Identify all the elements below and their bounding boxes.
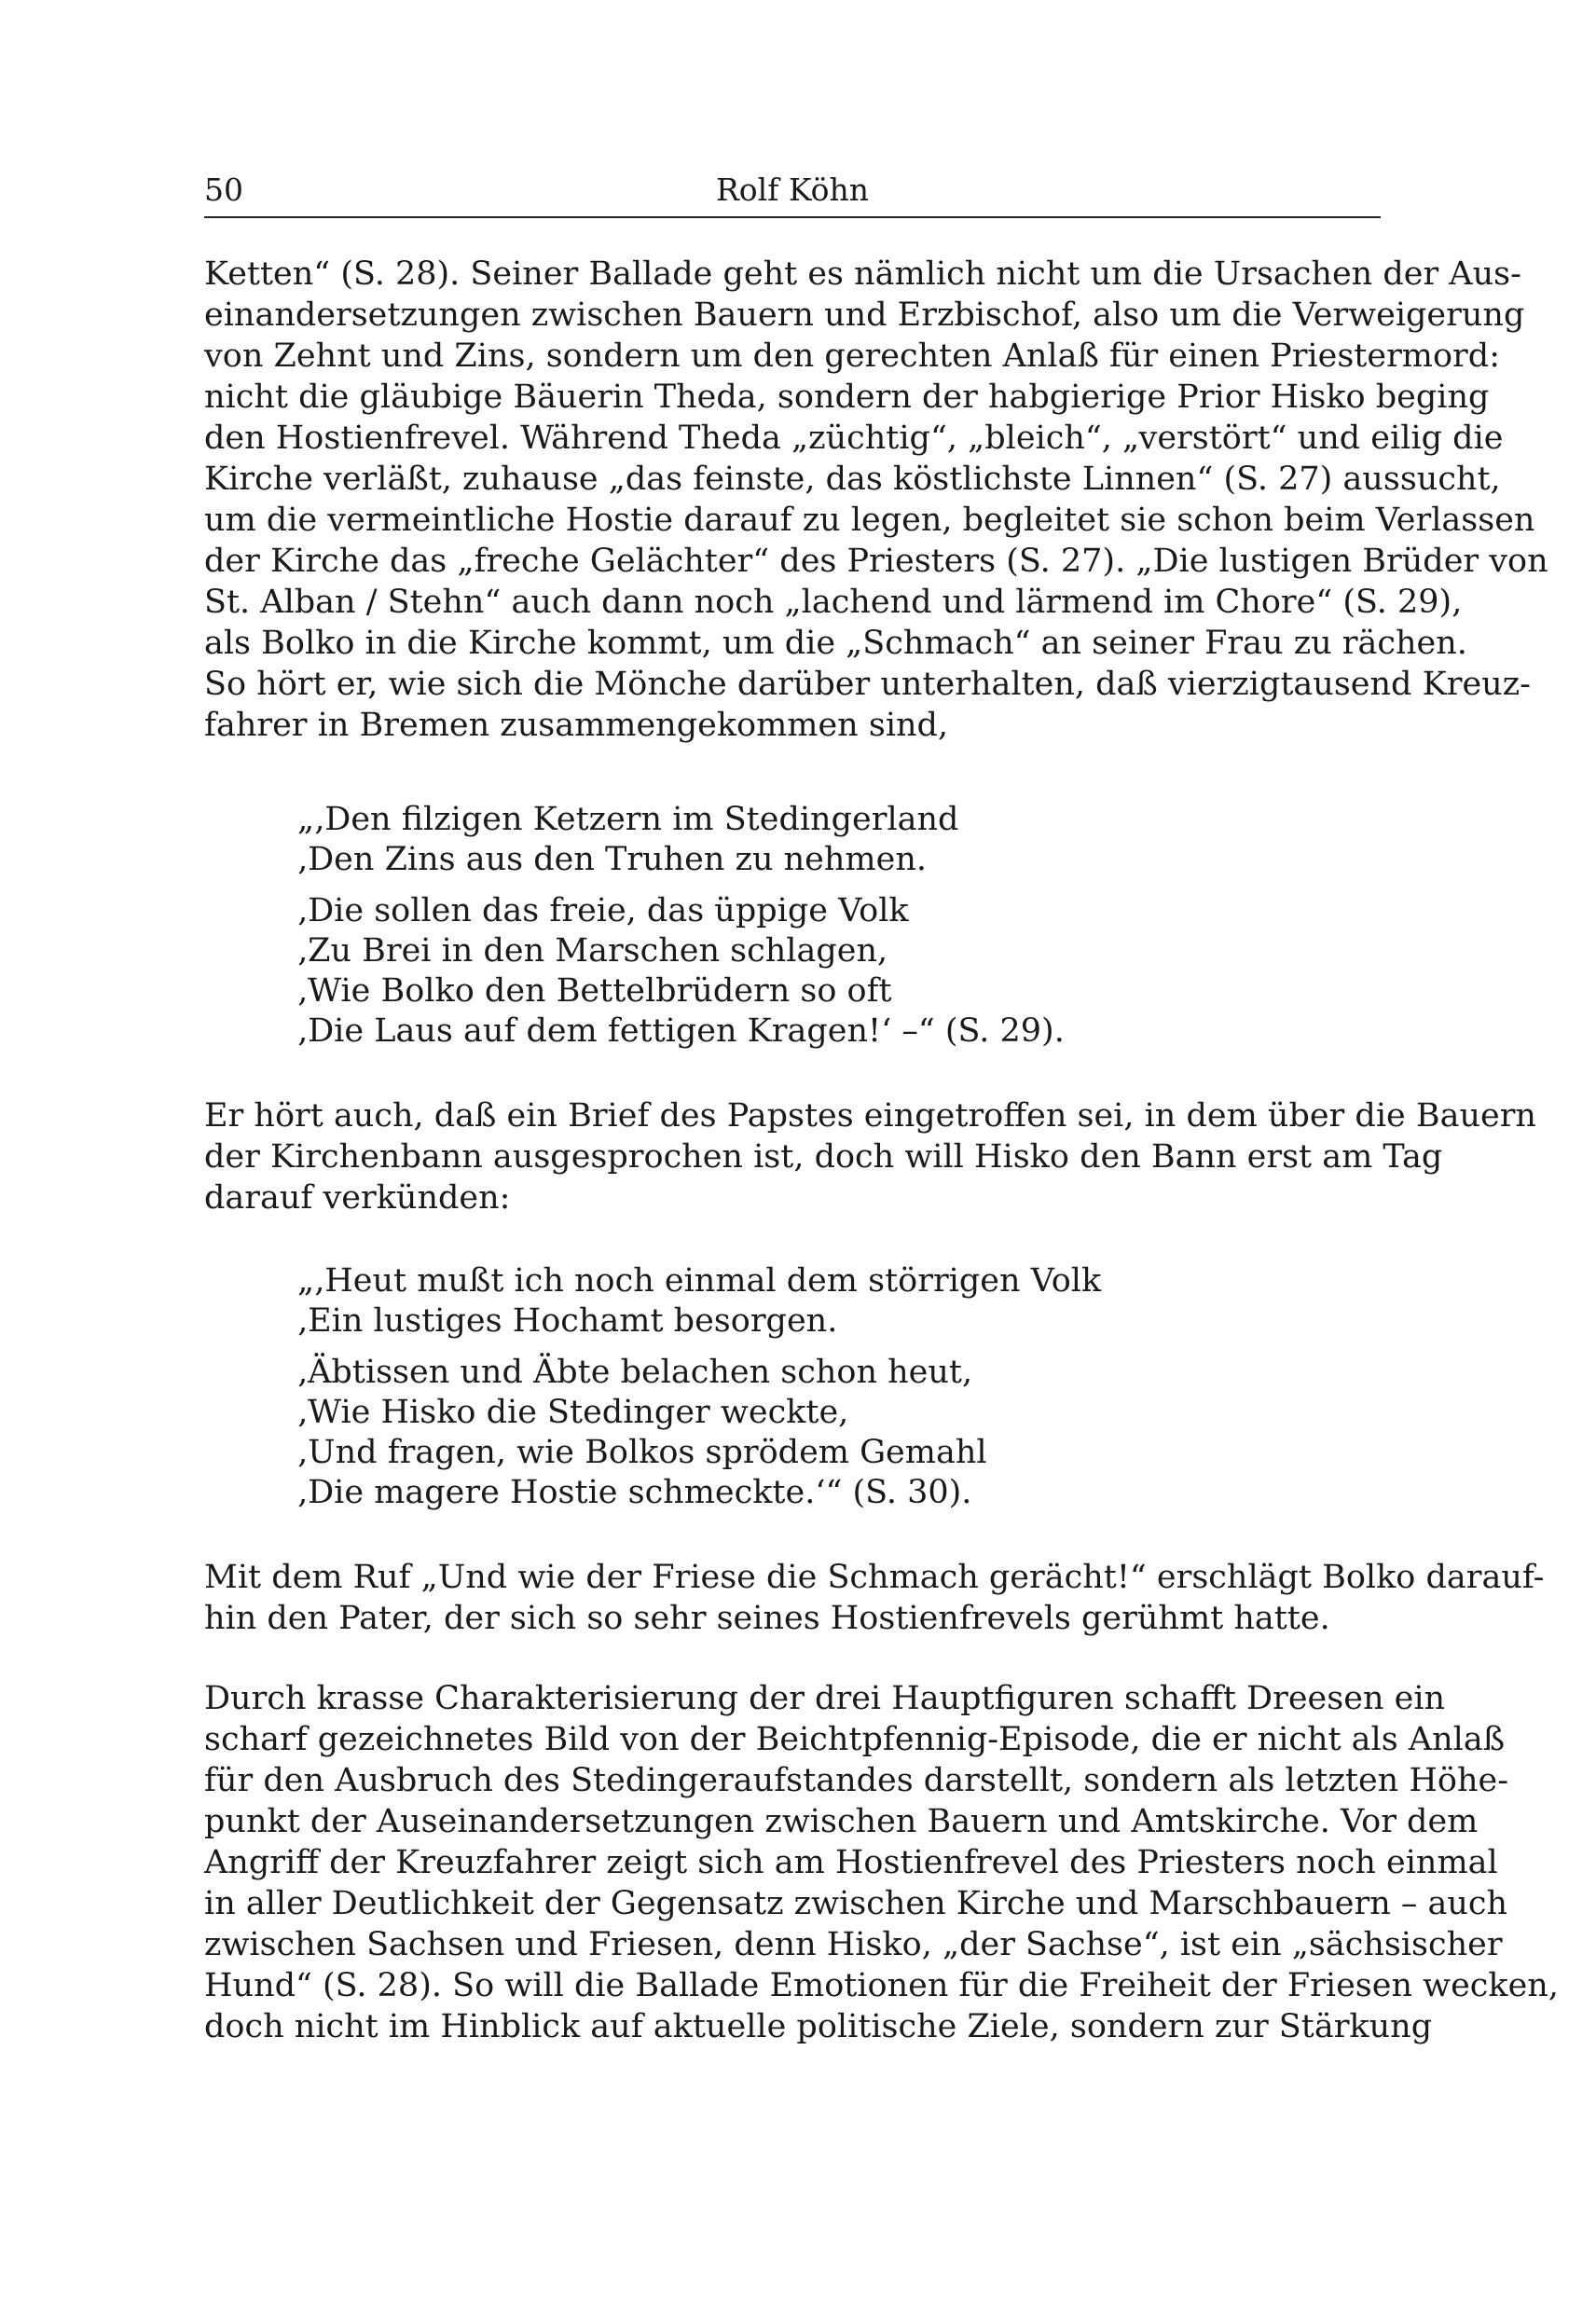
text-line: Kirche verläßt, zuhause „das feinste, das köstlichste Linnen“ (S. 27) aussucht, (204, 461, 1501, 498)
verse-line: ‚Wie Hisko die Stedinger weckte, (297, 1394, 849, 1431)
paragraph-2 (204, 1095, 1536, 1218)
text-line: für den Ausbruch des Stedingeraufstandes darstellt, sondern als letzten Höhe- (204, 1762, 1509, 1799)
text-line: zwischen Sachsen und Friesen, denn Hisko, „der Sachse“, ist ein „sächsischer (204, 1926, 1503, 1963)
verse-line: ‚Wie Bolko den Bettelbrüdern so oft (297, 972, 892, 1010)
text-line: hin den Pater, der sich so sehr seines Hostienfrevels gerühmt hatte. (204, 1600, 1330, 1637)
verse-line: ‚Die Laus auf dem fettigen Kragen!‘ –“ (S. 29). (297, 1012, 1065, 1050)
text-line: Angriff der Kreuzfahrer zeigt sich am Hostienfrevel des Priesters noch einmal (204, 1844, 1498, 1881)
paragraph-3 (204, 1557, 1545, 1639)
page-number: 50 (204, 172, 243, 208)
verse-line: ‚Äbtissen und Äbte belachen schon heut, (297, 1354, 973, 1391)
text-line: Er hört auch, daß ein Brief des Papstes eingetroffen sei, in dem über die Bauern (204, 1097, 1536, 1135)
verse-line: ‚Die magere Hostie schmeckte.‘“ (S. 30). (297, 1474, 972, 1511)
verse-line: „‚Den filzigen Ketzern im Stedingerland (297, 801, 959, 838)
text-line: doch nicht im Hinblick auf aktuelle politische Ziele, sondern zur Stärkung (204, 2008, 1433, 2045)
text-line: einandersetzungen zwischen Bauern und Erzbischof, also um die Verweigerung (204, 296, 1525, 334)
verse-line: ‚Zu Brei in den Marschen schlagen, (297, 932, 888, 970)
text-line: nicht die gläubige Bäuerin Theda, sondern der habgierige Prior Hisko beging (204, 378, 1490, 416)
text-line: von Zehnt und Zins, sondern um den gerechten Anlaß für einen Priestermord: (204, 337, 1500, 375)
text-line: den Hostienfrevel. Während Theda „züchtig“, „bleich“, „verstört“ und eilig die (204, 420, 1504, 457)
page-header (204, 168, 1381, 218)
text-line: Mit dem Ruf „Und wie der Friese die Schmach gerächt!“ erschlägt Bolko darauf- (204, 1559, 1545, 1596)
text-line: der Kirchenbann ausgesprochen ist, doch will Hisko den Bann erst am Tag (204, 1138, 1443, 1176)
verse-line: ‚Den Zins aus den Truhen zu nehmen. (297, 841, 927, 878)
verse-quote-2 (297, 1261, 1136, 1513)
text-line: um die vermeintliche Hostie darauf zu legen, begleitet sie schon beim Verlassen (204, 502, 1535, 539)
paragraph-1 (204, 254, 1548, 746)
text-line: Durch krasse Charakterisierung der drei Hauptfiguren schafft Dreesen ein (204, 1680, 1446, 1717)
verse-line: ‚Die sollen das freie, das üppige Volk (297, 892, 909, 929)
verse-quote-1 (297, 800, 1136, 1052)
running-head: Rolf Köhn (715, 172, 870, 208)
verse-line: „‚Heut mußt ich noch einmal dem störrigen Volk (297, 1262, 1102, 1300)
text-line: darauf verkünden: (204, 1179, 511, 1217)
text-line: St. Alban / Stehn“ auch dann noch „lachend und lärmend im Chore“ (S. 29), (204, 584, 1463, 621)
text-line: fahrer in Bremen zusammengekommen sind, (204, 707, 949, 744)
text-line: scharf gezeichnetes Bild von der Beichtpfennig-Episode, die er nicht als Anlaß (204, 1721, 1506, 1758)
text-line: Ketten“ (S. 28). Seiner Ballade geht es nämlich nicht um die Ursachen der Aus- (204, 255, 1521, 293)
text-line: So hört er, wie sich die Mönche darüber unterhalten, daß vierzigtausend Kreuz- (204, 666, 1531, 703)
paragraph-4 (204, 1678, 1559, 2047)
text-line: Hund“ (S. 28). So will die Ballade Emotionen für die Freiheit der Friesen wecken, (204, 1967, 1559, 2004)
text-line: punkt der Auseinandersetzungen zwischen Bauern und Amtskirche. Vor dem (204, 1803, 1479, 1840)
text-line: als Bolko in die Kirche kommt, um die „Schmach“ an seiner Frau zu rächen. (204, 625, 1467, 662)
verse-line: ‚Und fragen, wie Bolkos sprödem Gemahl (297, 1434, 987, 1471)
text-line: der Kirche das „freche Gelächter“ des Priesters (S. 27). „Die lustigen Brüder von (204, 543, 1548, 580)
verse-line: ‚Ein lustiges Hochamt besorgen. (297, 1302, 838, 1340)
text-line: in aller Deutlichkeit der Gegensatz zwischen Kirche und Marschbauern – auch (204, 1885, 1508, 1922)
